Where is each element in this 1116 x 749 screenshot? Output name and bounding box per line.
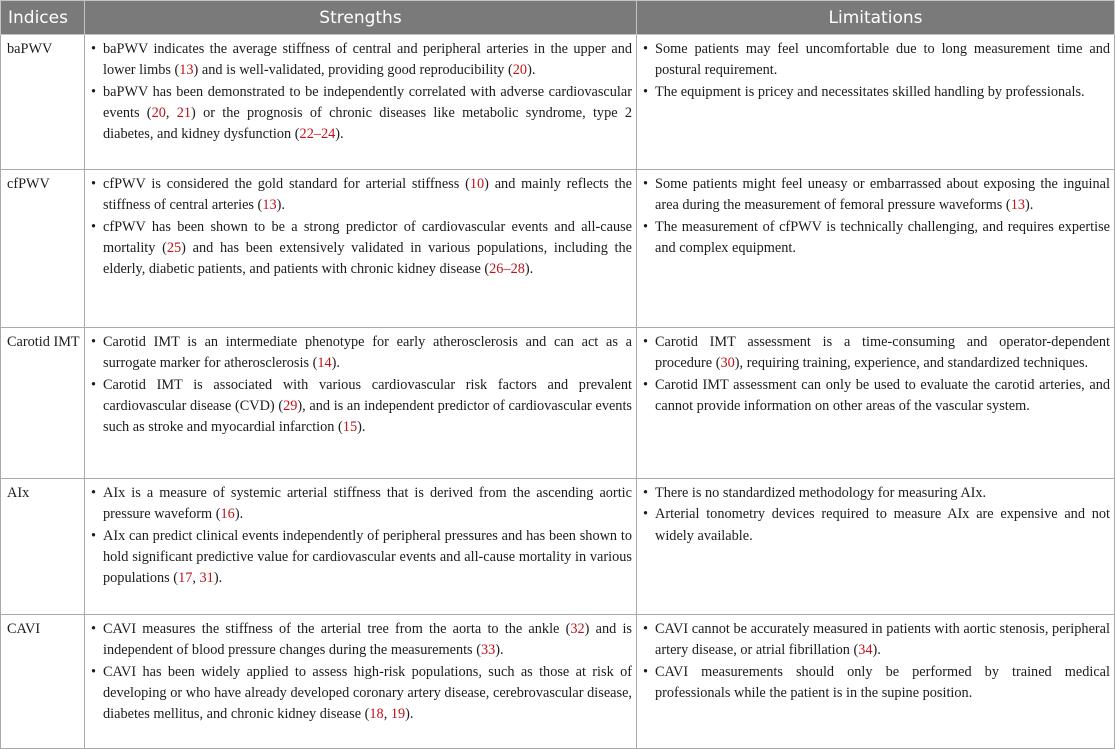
citation-link[interactable]: 14 xyxy=(317,355,332,372)
index-cell: CAVI xyxy=(1,615,85,749)
list-item: • cfPWV has been shown to be a strong predictor of cardiovascular events and all-cause mortality (25) and has been extensively validated in various populations, including the elderly, diabetic patients, and patients with chronic kidney disease (26–28). xyxy=(89,217,632,281)
citation-link[interactable]: 13 xyxy=(179,62,194,79)
citation-link[interactable]: 31 xyxy=(199,570,214,587)
list-item: • Some patients may feel uncomfortable due to long measurement time and postural requirement. xyxy=(641,39,1110,82)
strengths-list xyxy=(89,619,632,725)
citation-link[interactable]: 33 xyxy=(480,642,496,659)
strengths-cell xyxy=(85,479,637,615)
limitations-cell xyxy=(637,615,1115,749)
list-item: • CAVI measurements should only be performed by trained medical professionals while the patient is in the supine position. xyxy=(641,662,1110,705)
citation-link[interactable]: 22–24 xyxy=(299,126,336,143)
citation-link[interactable]: 30 xyxy=(720,355,735,372)
citation-link[interactable]: 20 xyxy=(512,62,528,79)
citation-link[interactable]: 17 xyxy=(178,570,193,587)
header-indices: Indices xyxy=(1,1,85,35)
list-item: • Some patients might feel uneasy or embarrassed about exposing the inguinal area during the measurement of femoral pressure waveforms (13). xyxy=(641,174,1110,217)
citation-link[interactable]: 21 xyxy=(176,104,192,121)
limitations-cell xyxy=(637,35,1115,170)
citation-link[interactable]: 15 xyxy=(342,419,358,436)
list-item: • CAVI cannot be accurately measured in patients with aortic stenosis, peripheral artery disease, or atrial fibrillation (34). xyxy=(641,619,1110,662)
list-item: • AIx can predict clinical events independently of peripheral pressures and has been shown to hold significant predictive value for cardiovascular events and all-cause mortality in various populations (17, 31). xyxy=(89,526,632,590)
strengths-cell xyxy=(85,35,637,170)
limitations-cell xyxy=(637,328,1115,479)
list-item: • CAVI has been widely applied to assess high-risk populations, such as those at risk of developing or who have already developed coronary artery disease, cerebrovascular disease, diabetes mellitus, and chronic kidney disease (18, 19). xyxy=(89,662,632,726)
index-cell: cfPWV xyxy=(1,170,85,328)
table-row xyxy=(1,328,1115,479)
strengths-list xyxy=(89,332,632,438)
strengths-cell xyxy=(85,170,637,328)
table-row xyxy=(1,615,1115,749)
strengths-list xyxy=(89,39,632,145)
citation-link[interactable]: 29 xyxy=(283,397,298,414)
limitations-list xyxy=(641,619,1110,704)
list-item: • AIx is a measure of systemic arterial stiffness that is derived from the ascending aortic pressure waveform (16). xyxy=(89,483,632,526)
list-item: • There is no standardized methodology for measuring AIx. xyxy=(641,483,1110,504)
strengths-list xyxy=(89,174,632,280)
citation-link[interactable]: 20 xyxy=(151,104,166,121)
list-item: • baPWV indicates the average stiffness of central and peripheral arteries in the upper and lower limbs (13) and is well-validated, providing good reproducibility (20). xyxy=(89,39,632,82)
list-item: • baPWV has been demonstrated to be independently correlated with adverse cardiovascular events (20, 21) or the prognosis of chronic diseases like metabolic syndrome, type 2 diabetes, and kidney dysfunction (22–24). xyxy=(89,82,632,146)
table-row xyxy=(1,170,1115,328)
citation-link[interactable]: 13 xyxy=(262,197,277,214)
table-row xyxy=(1,479,1115,615)
list-item: • cfPWV is considered the gold standard for arterial stiffness (10) and mainly reflects the stiffness of central arteries (13). xyxy=(89,174,632,217)
index-cell: Carotid IMT xyxy=(1,328,85,479)
citation-link[interactable]: 34 xyxy=(858,642,873,659)
list-item: • Carotid IMT is an intermediate phenotype for early atherosclerosis and can act as a surrogate marker for atherosclerosis (14). xyxy=(89,332,632,375)
list-item: • The equipment is pricey and necessitates skilled handling by professionals. xyxy=(641,82,1110,103)
limitations-cell xyxy=(637,170,1115,328)
limitations-list xyxy=(641,39,1110,103)
header-limitations: Limitations xyxy=(637,1,1115,35)
list-item: • The measurement of cfPWV is technically challenging, and requires expertise and complex equipment. xyxy=(641,217,1110,260)
header-row xyxy=(1,1,1115,35)
strengths-cell xyxy=(85,328,637,479)
citation-link[interactable]: 19 xyxy=(390,706,406,723)
index-cell: AIx xyxy=(1,479,85,615)
list-item: • CAVI measures the stiffness of the arterial tree from the aorta to the ankle (32) and is independent of blood pressure changes during the measurements (33). xyxy=(89,619,632,662)
list-item: • Carotid IMT is associated with various cardiovascular risk factors and prevalent cardiovascular disease (CVD) (29), and is an independent predictor of cardiovascular events such as stroke and myocardial infarction (15). xyxy=(89,375,632,439)
limitations-list xyxy=(641,332,1110,417)
strengths-list xyxy=(89,483,632,589)
citation-link[interactable]: 16 xyxy=(220,506,235,523)
index-cell: baPWV xyxy=(1,35,85,170)
citation-link[interactable]: 13 xyxy=(1010,197,1025,214)
citation-link[interactable]: 32 xyxy=(570,621,585,637)
list-item: • Carotid IMT assessment can only be used to evaluate the carotid arteries, and cannot provide information on other areas of the vascular system. xyxy=(641,375,1110,418)
list-item: • Carotid IMT assessment is a time-consuming and operator-dependent procedure (30), requiring training, experience, and standardized techniques. xyxy=(641,332,1110,375)
list-item: • Arterial tonometry devices required to measure AIx are expensive and not widely available. xyxy=(641,504,1110,547)
citation-link[interactable]: 26–28 xyxy=(489,261,525,278)
citation-link[interactable]: 25 xyxy=(166,239,182,256)
strengths-cell xyxy=(85,615,637,749)
limitations-cell xyxy=(637,479,1115,615)
limitations-list xyxy=(641,483,1110,547)
limitations-list xyxy=(641,174,1110,259)
header-strengths: Strengths xyxy=(85,1,637,35)
citation-link[interactable]: 18 xyxy=(369,706,384,723)
table-row xyxy=(1,35,1115,170)
citation-link[interactable]: 10 xyxy=(469,176,485,192)
